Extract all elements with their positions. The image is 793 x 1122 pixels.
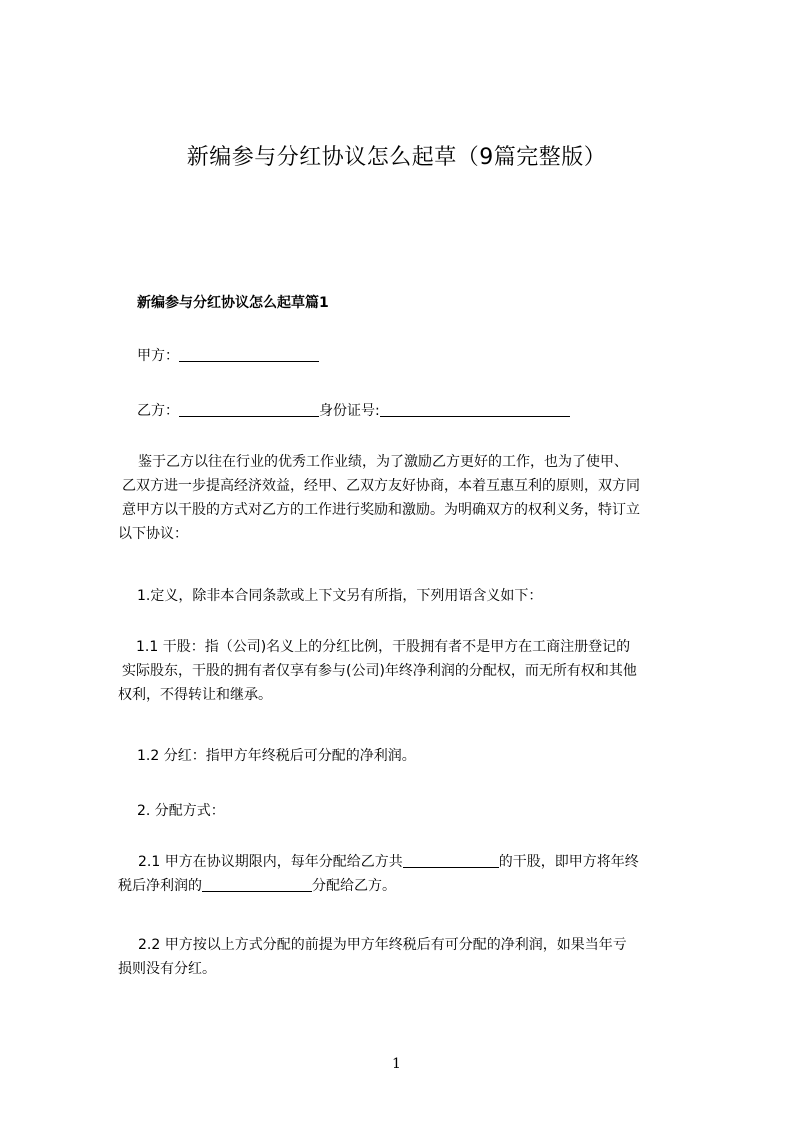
clause-2-2 (118, 933, 698, 981)
clause-2: 2. 分配方式： (137, 803, 225, 819)
clause-2-2-line: 2.2 甲方按以上方式分配的前提为甲方年终税后有可分配的净利润，如果当年亏 (138, 937, 627, 953)
section-heading: 新编参与分红协议怎么起草篇1 (137, 295, 329, 311)
party-a-label: 甲方： (137, 348, 179, 364)
clause-2-1-line (118, 850, 698, 874)
profit-ratio-blank[interactable] (202, 877, 312, 892)
id-number-blank[interactable] (380, 402, 570, 417)
intro-line: 意甲方以干股的方式对乙方的工作进行奖励和激励。为明确双方的权利义务，特订立 (122, 502, 640, 518)
clause-2-1-text-b: 的干股，即甲方将年终 (498, 854, 639, 870)
clause-1-1 (118, 635, 698, 707)
clause-1-1-line: 1.1 干股：指（公司)名义上的分红比例，干股拥有者不是甲方在工商注册登记的 (136, 639, 631, 655)
clause-1: 1.定义，除非本合同条款或上下文另有所指，下列用语含义如下： (137, 588, 543, 604)
clause-1-1-line: 实际股东，干股的拥有者仅享有参与(公司)年终净利润的分配权，而无所有权和其他 (122, 663, 637, 679)
id-label: 身份证号: (319, 403, 380, 419)
share-blank[interactable] (403, 853, 499, 868)
intro-paragraph (118, 450, 698, 546)
page-number: 1 (392, 1056, 401, 1072)
intro-line: 鉴于乙方以往在行业的优秀工作业绩，为了激励乙方更好的工作，也为了使甲、 (138, 454, 628, 470)
clause-2-1-line (118, 874, 698, 898)
clause-2-2-line: 损则没有分红。 (118, 961, 216, 977)
clause-1-1-line: 权利，不得转让和继承。 (118, 687, 272, 703)
party-b-line (137, 400, 570, 420)
intro-line: 以下协议： (118, 526, 188, 542)
clause-2-1-text-c: 税后净利润的 (118, 878, 202, 894)
party-a-blank[interactable] (179, 347, 319, 362)
clause-2-1 (118, 850, 698, 898)
party-b-blank[interactable] (179, 402, 319, 417)
intro-line: 乙双方进一步提高经济效益，经甲、乙双方友好协商，本着互惠互利的原则，双方同 (122, 478, 640, 494)
document-title: 新编参与分红协议怎么起草（9篇完整版） (186, 145, 607, 170)
party-b-label: 乙方： (137, 403, 179, 419)
clause-2-1-text-d: 分配给乙方。 (312, 878, 396, 894)
clause-2-1-text-a: 2.1 甲方在协议期限内，每年分配给乙方共 (138, 854, 403, 870)
clause-1-2: 1.2 分红：指甲方年终税后可分配的净利润。 (137, 748, 416, 764)
party-a-line (137, 345, 319, 365)
